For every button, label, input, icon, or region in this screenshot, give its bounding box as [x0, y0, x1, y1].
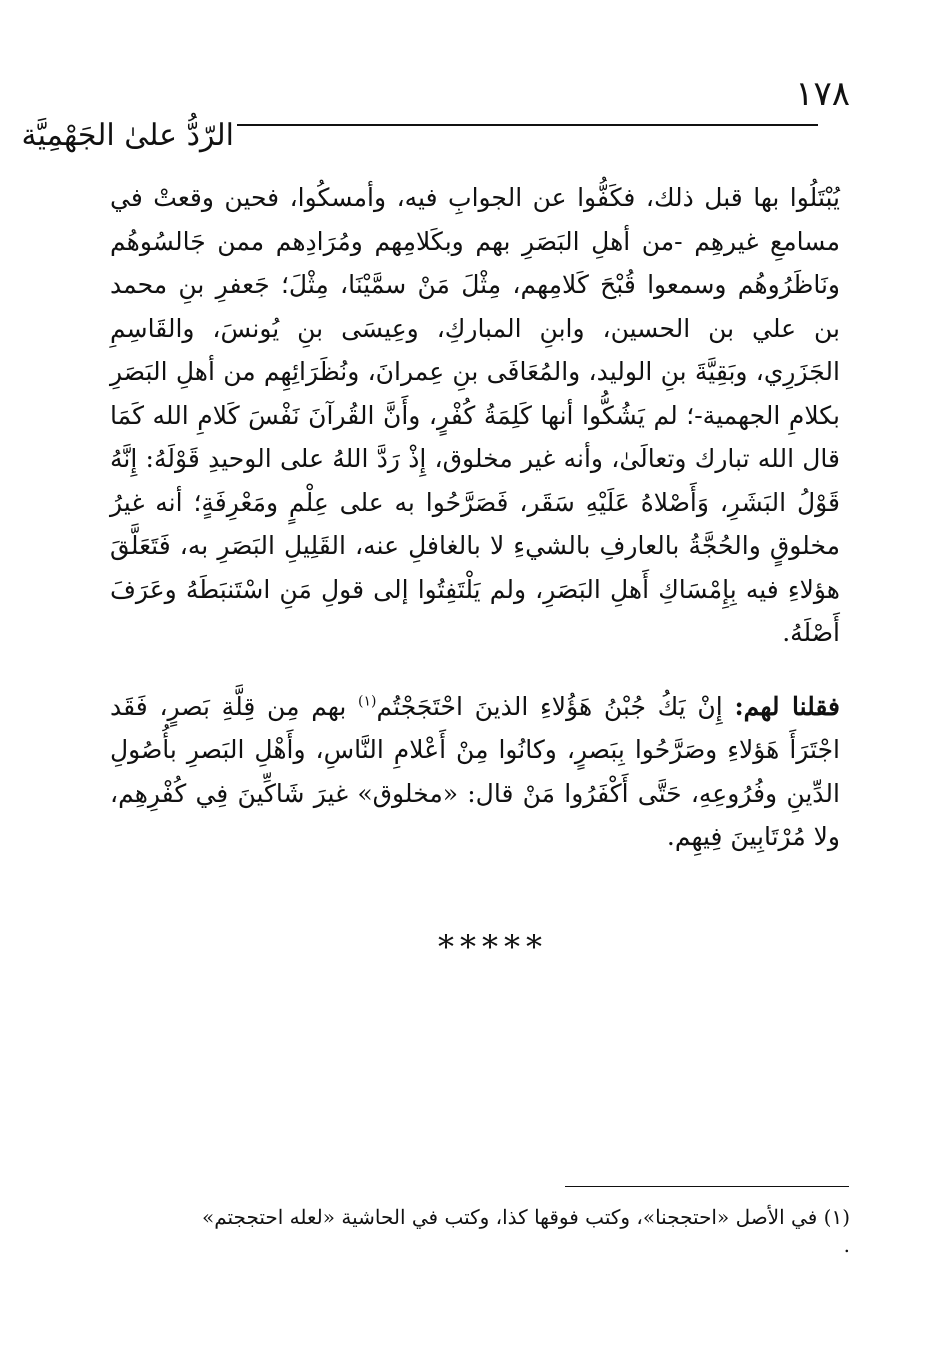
footnote-reference[interactable]: (١) [358, 693, 377, 710]
page-number: ١٧٨ [795, 74, 850, 114]
paragraph-2 [110, 685, 840, 859]
paragraph-1: يُبْتَلُوا بها قبل ذلك، فكَفُّوا عن الجوابِ فيه، وأمسكُوا، فحين وقعتْ في مسامعِ غيرهِم -من أهلِ البَصَرِ بهم وبكَلامِهم ومُرَادِهم ممن جَالسُوهُم ونَاظَرُوهُم وسمعوا قُبْحَ كَلامِهم، مِثْلَ مَنْ سمَّيْنَا، مِثْلَ؛ جَعفرِ بنِ محمد بن علي بن الحسين، وابنِ المباركِ، وعِيسَى بنِ يُونسَ، والقَاسِمِ الجَزَرِي، وبَقِيَّةَ بنِ الوليد، والمُعَافَى بنِ عِمرانَ، ونُظَرَائِهِم من أهلِ البَصَرِ بكلامِ الجهمية-؛ لم يَشُكُّوا أنها كَلِمَةُ كُفْرٍ، وأَنَّ القُرآنَ نَفْسَ كَلامِ الله كَمَا قال الله تبارك وتعالَىٰ، وأنه غير مخلوق، إِذْ رَدَّ اللهُ على الوحيدِ قَوْلَهُ: إِنَّهُ قَوْلُ البَشَرِ، وَأَصْلاهُ عَلَيْهِ سَقَر، فَصَرَّحُوا به على عِلْمٍ ومَعْرِفَةٍ؛ أنه غيرُ مخلوقٍ والحُجَّةُ بالعارفِ بالشيءِ لا بالغافلِ عنه، القَلِيلِ البَصَرِ به، فَتَعَلَّقَ هؤلاءِ فيه بِإِمْسَاكِ أَهلِ البَصَرِ، ولم يَلْتَفِتُوا إلى قولِ مَنِ اسْتَنبَطَهُ وعَرَفَ أَصْلَهُ. [110, 183, 840, 647]
footnote-rule [565, 1186, 849, 1187]
paragraph-2-lead: فقلنا لهم: [734, 691, 840, 721]
running-header-title: الرّدُّ علىٰ الجَهْمِيَّة [21, 118, 234, 153]
main-text [110, 176, 840, 859]
paragraph-2-text-a: إِنْ يَكُ جُبْنُ هَؤُلاءِ الذينَ احْتَجَجْتُم [376, 691, 735, 721]
footnote: (١) في الأصل «احتججنا»، وكتب فوقها كذا، وكتب في الحاشية «لعله احتججتم» . [201, 1205, 850, 1257]
header-rule [237, 124, 818, 126]
section-separator: ***** [438, 928, 548, 966]
paragraph-2-text-b: بهم مِن قِلَّةِ بَصرٍ، فَقَد اجْتَرَأَ هَؤلاءِ وصَرَّحُوا بِبَصرٍ، وكانُوا مِنْ أَعْلامِ النَّاسِ، وأَهْلِ البَصرِ بأُصُولِ الدِّينِ وفُرُوعِهِ، حَتَّى أَكْفَرُوا مَنْ قال: «مخلوق» غيرَ شَاكِّينَ فِي كُفْرِهِم، ولا مُرْتَابِينَ فِيهِم. [110, 691, 840, 851]
